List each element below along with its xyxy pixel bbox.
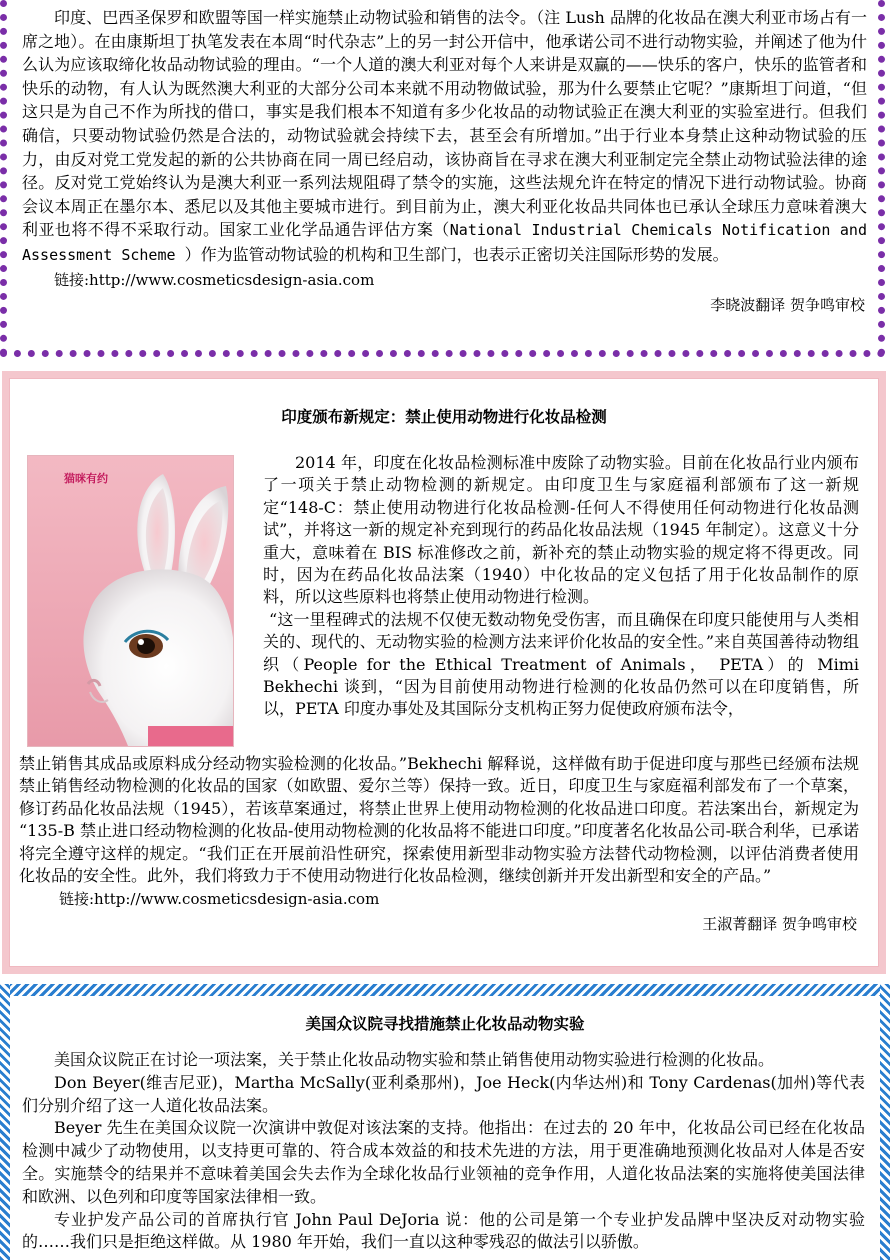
zigzag-border-top	[0, 984, 890, 996]
article-paragraph: 禁止销售其成品或原料成分经动物实验检测的化妆品。”Bekhechi 解释说，这样做有助于促进印度与那些已经颁布法规禁止销售经动物检测的化妆品的国家（如欧盟、爱尔兰等）保持一致。近日，印度卫生与家庭福利部发布了一个草案，修订药品化妆品法规（1945），若该草案通过，将禁止世界上使用动物检测的化妆品进口印度。若法案出台，新规定为 “135-B 禁止进口经动物检测的化妆品-使用动物检测的化妆品将不能进口印度。”印度著名化妆品公司-联合利华，已承诺将完全遵守这样的规定。“我们正在开展前沿性研究，探索使用新型非动物实验方法替代动物检测，以评估消费者使用化妆品的安全性。此外，我们将致力于不使用动物进行化妆品检测，继续创新并开发出新型和安全的产品。”	[19, 754, 859, 886]
dotted-border-bottom	[0, 350, 885, 357]
article-paragraph: 专业护发产品公司的首席执行官 John Paul DeJoria 说：他的公司是第一个专业护发品牌中坚决反对动物实验的……我们只是拒绝这样做。从 1980 年开始，我们一直以这种零残忍的做法引以骄傲。	[22, 1209, 865, 1252]
article-paragraph: Beyer 先生在美国众议院一次演讲中敦促对该法案的支持。他指出：在过去的 20 年中，化妆品公司已经在化妆品检测中减少了动物使用，以支持更可靠的、符合成本效益的和技术先进的方法，用于更准确地预测化妆品对人体是否安全。实施禁令的结果并不意味着美国会失去作为全球化妆品行业领袖的竞争作用，人道化妆品法案的实施将使美国法律和欧洲、以色列和印度等国家法律相一致。	[22, 1118, 865, 1206]
source-link[interactable]: 链接:http://www.cosmeticsdesign-asia.com	[59, 890, 380, 909]
article-paragraph: 印度、巴西圣保罗和欧盟等国一样实施禁止动物试验和销售的法令。（注 Lush 品牌的化妆品在澳大利亚市场占有一席之地）。在由康斯坦丁执笔发表在本周“时代杂志”上的另一封公开信中，他承诺公司不进行动物实验，并阐述了他为什么认为应该取缔化妆品动物试验的理由。“一个人道的澳大利亚对每个人来讲是双赢的——快乐的客户，快乐的监管者和快乐的动物，有人认为既然澳大利亚的大部分公司本来就不用动物做试验，那为什么要禁止它呢？”康斯坦丁问道，“但这只是为自己不作为所找的借口，事实是我们根本不知道有多少化妆品的动物试验正在澳大利亚的实验室进行。但我们确信，只要动物试验仍然是合法的，动物试验就会持续下去，甚至会有所增加。”出于行业本身禁止这种动物试验的压力，由反对党工党发起的新的公共协商在同一周已经启动，该协商旨在寻求在澳大利亚制定完全禁止动物试验法律的途径。反对党工党始终认为是澳大利亚一系列法规阻碍了禁令的实施，这些法规允许在特定的情况下进行动物试验。协商会议本周正在墨尔本、悉尼以及其他主要城市进行。到目前为止，澳大利亚化妆品共同体也已承认全球压力意味着澳大利亚也将不得不采取行动。国家工业化学品通告评估方案（National Industrial Chemicals Notification and Assessment Scheme ）作为监管动物试验的机构和卫生部门，也表示正密切关注国际形势的发展。	[22, 8, 867, 264]
article-panel	[9, 378, 879, 967]
svg-text:猫咪有约: 猫咪有约	[64, 472, 108, 485]
article-body	[22, 6, 867, 318]
article-australia	[0, 0, 890, 360]
dotted-border-right	[878, 0, 885, 356]
article-paragraph: “这一里程碑式的法规不仅使无数动物免受伤害，而且确保在印度只能使用与人类相关的、现代的、无动物实验的检测方法来评价化妆品的安全性。”来自英国善待动物组织（People for the Ethical Treatment of Animals， PETA）的 Mimi Bekhechi 谈到，“因为目前使用动物进行检测的化妆品仍然可以在印度销售，所以，PETA 印度办事处及其国际分支机构正努力促使政府颁布法令，	[263, 609, 859, 719]
article-paragraph: 美国众议院正在讨论一项法案，关于禁止化妆品动物实验和禁止销售使用动物实验进行检测的化妆品。	[54, 1050, 775, 1069]
article-us-house	[0, 984, 890, 1260]
article-india	[2, 371, 886, 974]
article-paragraph: Don Beyer(维吉尼亚)，Martha McSally(亚利桑那州)，Joe Heck(内华达州)和 Tony Cardenas(加州)等代表们分别介绍了这一人道化妆品法案。	[22, 1072, 865, 1115]
article-intro-column	[263, 452, 859, 721]
rabbit-image	[27, 455, 234, 747]
translator-credit: 李晓波翻译 贺争鸣审校	[710, 295, 865, 314]
article-title: 印度颁布新规定：禁止使用动物进行化妆品检测	[281, 408, 607, 426]
source-link[interactable]: 链接:http://www.cosmeticsdesign-asia.com	[54, 270, 375, 289]
article-continued	[19, 753, 859, 937]
article-paragraph: 2014 年，印度在化妆品检测标准中废除了动物实验。目前在化妆品行业内颁布了一项关于禁止动物检测的新规定。由印度卫生与家庭福利部颁布了这一新规定“148-C：禁止使用动物进行化妆品检测-任何人不得使用任何动物进行化妆品测试”，并将这一新的规定补充到现行的药品化妆品法规（1945 年制定）。这意义十分重大，意味着在 BIS 标准修改之前，新补充的禁止动物实验的规定将不得更改。同时，因为在药品化妆品法案（1940）中化妆品的定义包括了用于化妆品制作的原料，所以这些原料也将禁止使用动物进行检测。	[263, 453, 859, 607]
translator-credit: 王淑菁翻译 贺争鸣审校	[702, 915, 857, 934]
dotted-border-left	[0, 0, 7, 356]
article-body	[22, 1049, 865, 1254]
article-title: 美国众议院寻找措施禁止化妆品动物实验	[305, 1015, 585, 1033]
